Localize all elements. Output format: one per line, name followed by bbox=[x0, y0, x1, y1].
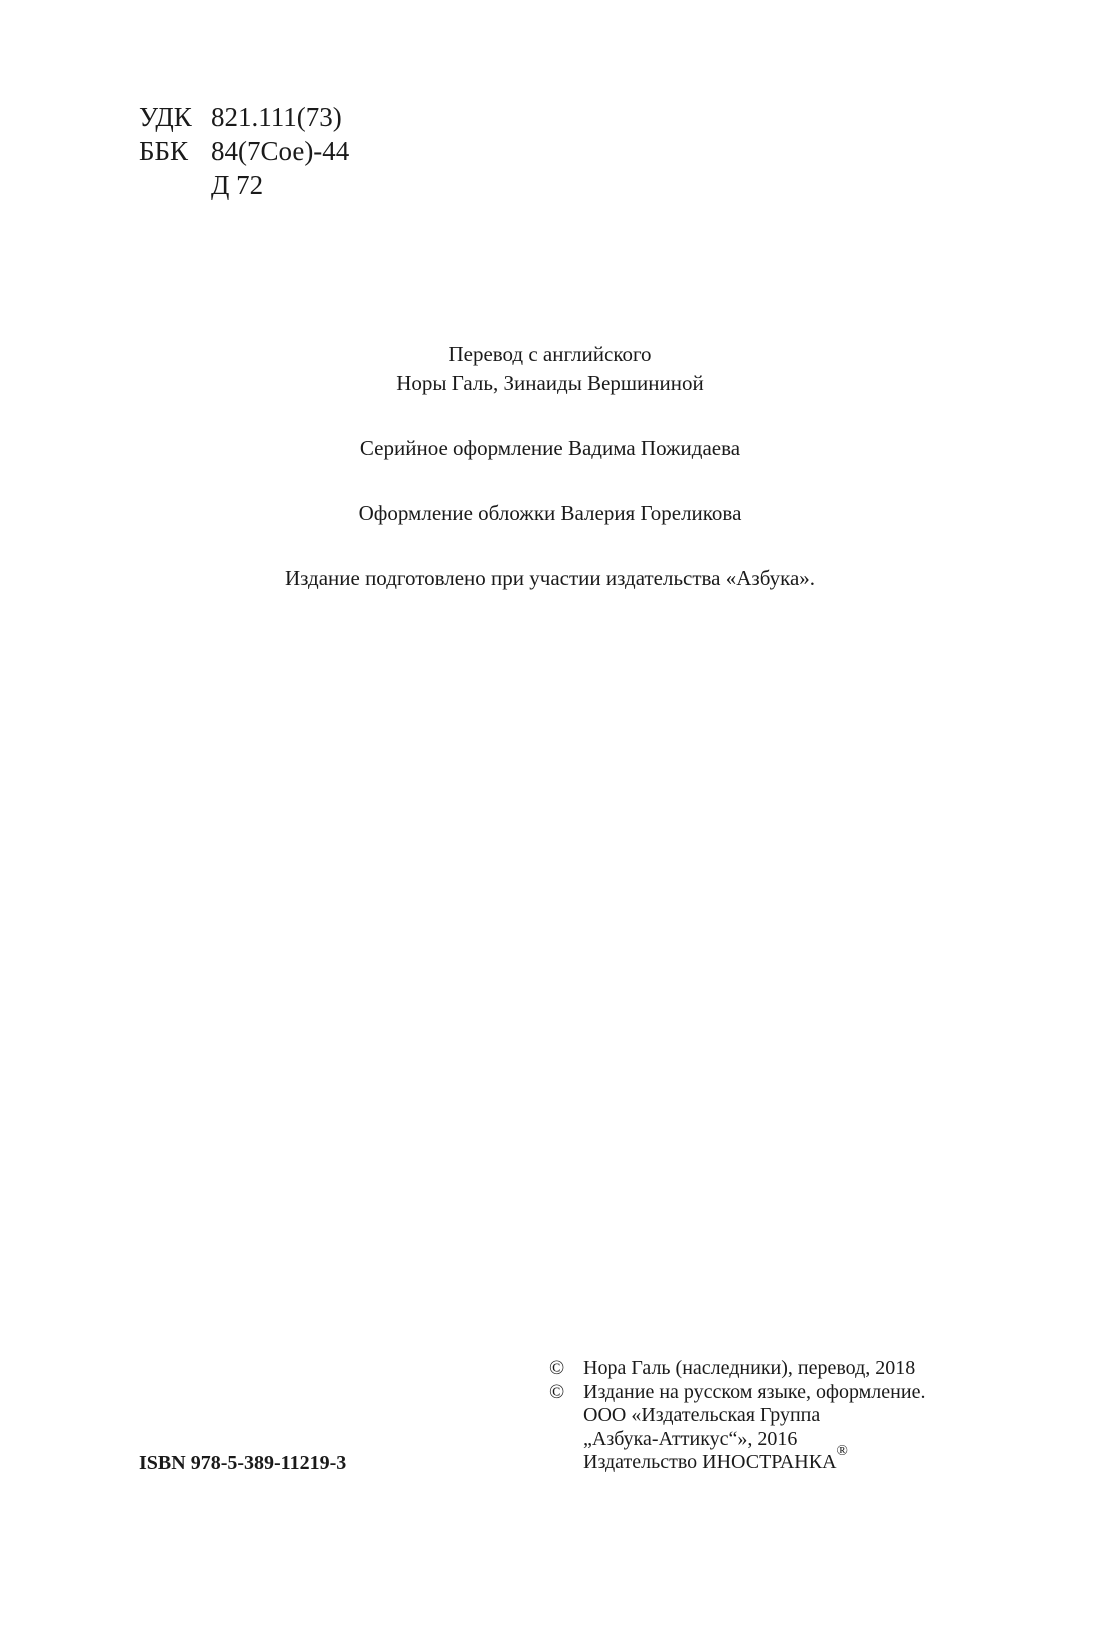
bbk-code: 84(7Сое)-44 bbox=[211, 136, 350, 166]
registered-mark: ® bbox=[836, 1443, 848, 1459]
copyright-line-3: ООО «Издательская Группа bbox=[583, 1404, 821, 1426]
copyright-edition: Издание на русском языке, оформление. bbox=[583, 1380, 926, 1403]
copyright-line-2 bbox=[549, 1381, 925, 1405]
isbn: ISBN 978-5-389-11219-3 bbox=[139, 1452, 347, 1474]
cover-design-credit: Оформление обложки Валерия Гореликова bbox=[358, 501, 742, 525]
bbk-row bbox=[139, 134, 349, 168]
publisher-name: Издательство ИНОСТРАНКА bbox=[583, 1451, 837, 1473]
classification-block bbox=[139, 100, 349, 202]
copyright-block bbox=[549, 1357, 925, 1475]
author-mark: Д 72 bbox=[211, 170, 264, 200]
copyright-line-4: „Азбука-Аттикус“», 2016 bbox=[583, 1427, 798, 1450]
copyright-translation: Нора Галь (наследники), перевод, 2018 bbox=[583, 1357, 916, 1379]
edition-note: Издание подготовлено при участии издательства «Азбука». bbox=[284, 566, 816, 590]
translation-line-2: Норы Галь, Зинаиды Вершининой bbox=[396, 371, 704, 395]
series-design-credit: Серийное оформление Вадима Пожидаева bbox=[359, 436, 741, 460]
copyright-line-5 bbox=[549, 1443, 925, 1475]
copyright-line-1 bbox=[549, 1357, 925, 1381]
udk-label: УДК bbox=[139, 102, 192, 132]
udk-row bbox=[139, 100, 349, 134]
copyright-symbol-2: © bbox=[549, 1380, 565, 1403]
bbk-label: ББК bbox=[139, 136, 189, 166]
translation-line-1: Перевод с английского bbox=[448, 342, 652, 366]
udk-code: 821.111(73) bbox=[211, 102, 342, 132]
credits-block bbox=[0, 340, 1100, 593]
copyright-symbol-1: © bbox=[549, 1357, 565, 1379]
